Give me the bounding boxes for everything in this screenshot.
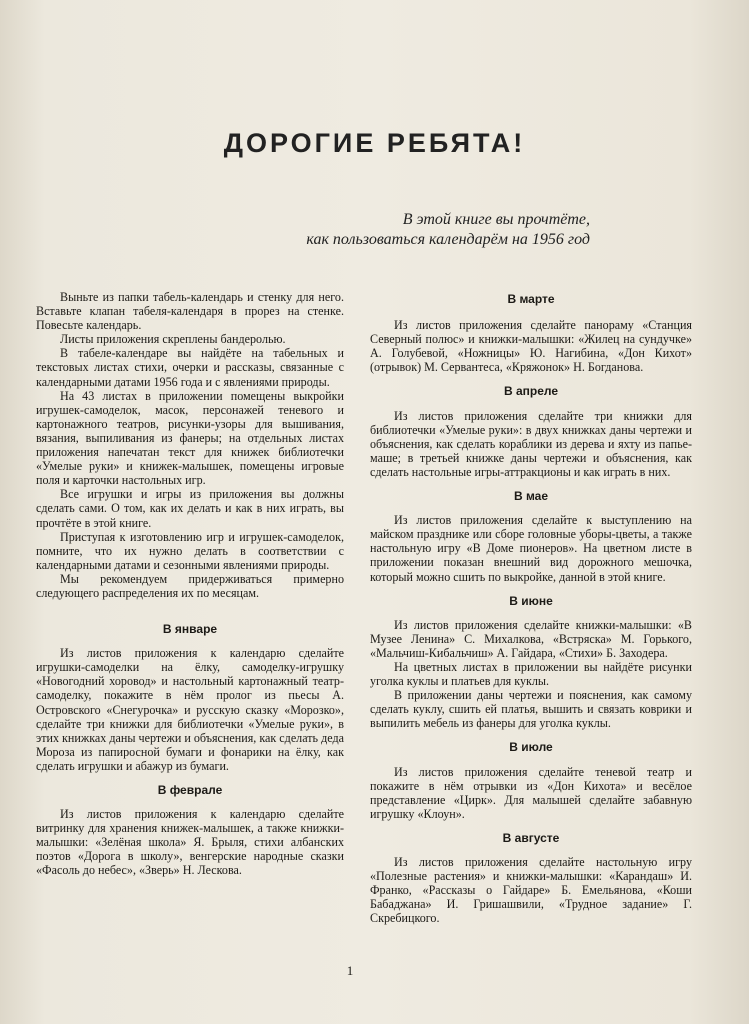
intro-paragraph: Все игрушки и игры из приложения вы должны сделать сами. О том, как их делать и как в них играть, вы прочтёте в этой книге. [36,487,344,530]
section-heading-august: В августе [502,830,560,845]
intro-paragraph: В табеле-календаре вы найдёте на табельных и текстовых листах стихи, очерки и рассказы, связанные с календарными датами 1956 года и с явлениями природы. [36,346,344,389]
section-text-august: Из листов приложения сделайте настольную игру «Полезные растения» и книжки-малышки: «Карандаш» И. Франко, «Рассказы о Гайдаре» Б. Емельянова, «Коши Бабаджана» И. Гришашвили, «Трудное задание» Г. Скребицкого. [370,855,692,926]
page-title: ДОРОГИЕ РЕБЯТА! [223,128,526,158]
right-column [370,292,692,925]
section-text-january: Из листов приложения к календарю сделайте игрушки-самоделки на ёлку, самоделку-игрушку «Новогодний хоровод» и настольный картонажный театр-самоделку, покажите в нём пролог из пьесы А. Островского «Снегурочка» и русскую сказку «Морозко», сделайте три книжки для библиотечки «Умелые руки», в этих книжках даны чертежи и объяснения, как сделать деда Мороза из папиросной бумаги и фонарики на ёлку, как сделать игрушки и абажур из бумаги. [36,646,344,773]
intro-paragraph: Выньте из папки табель-календарь и стенку для него. Вставьте клапан табеля-календаря в прорез на стенке. Повесьте календарь. [36,290,344,333]
section-heading-june: В июне [509,593,553,608]
section-heading-may: В мае [513,489,549,504]
page-number: 1 [346,963,354,978]
left-column [36,290,344,878]
section-text-july: Из листов приложения сделайте теневой театр и покажите в нём отрывки из «Дон Кихота» и весёлое представление «Цирк». Для малышей сделайте забавную игрушку «Клоун». [370,764,692,821]
subtitle-line-2: как пользоваться календарём на 1956 год [306,231,590,248]
section-text-march: Из листов приложения сделайте панораму «Станция Северный полюс» и книжки-малышки: «Жилец на сундучке» А. Голубевой, «Ножницы» Ю. Нагибина, «Дон Кихот» (отрывок) М. Сервантеса, «Кряжонок» Н. Богданова. [370,318,692,375]
section-heading-february: В феврале [157,783,223,797]
section-heading-april: В апреле [503,384,559,399]
subtitle [150,210,590,250]
intro-paragraph: На 43 листах в приложении помещены выкройки игрушек-самоделок, масок, персонажей теневого и картонажного театров, рисунки-узоры для вышивания, вязания, выпиливания из фанеры; на отдельных листах приложения напечатан текст для книжек библиотечки «Умелые руки» и книжек-малышек, помещены игровые поля и карточки настольных игр. [36,388,344,488]
intro-paragraph: Мы рекомендуем придерживаться примерно следующего распределения их по месяцам. [36,571,344,600]
section-heading-july: В июле [509,740,553,755]
section-text-may: Из листов приложения сделайте к выступлению на майском празднике или сборе головные уборы-цветы, а также настольную игру «В Доме пионеров». На цветном листе в приложении показан внешний вид дорожного мешочка, который можно сшить по выкройке, данной в этой книге. [370,513,692,584]
section-text-june: В приложении даны чертежи и пояснения, как самому сделать куклу, сшить ей платья, вышить и связать коврики и выпилить мебель из фанеры для уголка куклы. [370,688,692,731]
section-heading-march: В марте [507,292,555,306]
subtitle-line-1: В этой книге вы прочтёте, [402,211,590,228]
section-text-june: Из листов приложения сделайте книжки-малышки: «В Музее Ленина» С. Михалкова, «Встряска» М. Горького, «Мальчиш-Кибальчиш» А. Гайдара, «Стихи» Б. Заходера. [370,617,692,660]
section-heading-january: В январе [162,622,218,637]
intro-paragraph: Листы приложения скреплены бандеролью. [60,332,286,347]
intro-paragraph: Приступая к изготовлению игр и игрушек-самоделок, помните, что их нужно делать в соответствии с календарными датами и сезонными явлениями природы. [36,529,344,572]
section-text-june: На цветных листах в приложении вы найдёте рисунки уголка куклы и платьев для куклы. [370,659,692,689]
section-text-february: Из листов приложения к календарю сделайте витринку для хранения книжек-малышек, а также книжки-малышки: «Зелёная школа» Я. Брыля, стихи албанских поэтов «Дорога в школу», венгерские народные сказки «Фасоль до небес», «Зверь» Н. Лескова. [36,807,344,878]
section-text-april: Из листов приложения сделайте три книжки для библиотечки «Умелые руки»: в двух книжках даны чертежи и объяснения, как сделать кораблики из дерева и яхту из папье-маше; в третьей книжке даны чертежи и объяснения, как сделать настольные игры-аттракционы и как играть в них. [370,408,692,479]
